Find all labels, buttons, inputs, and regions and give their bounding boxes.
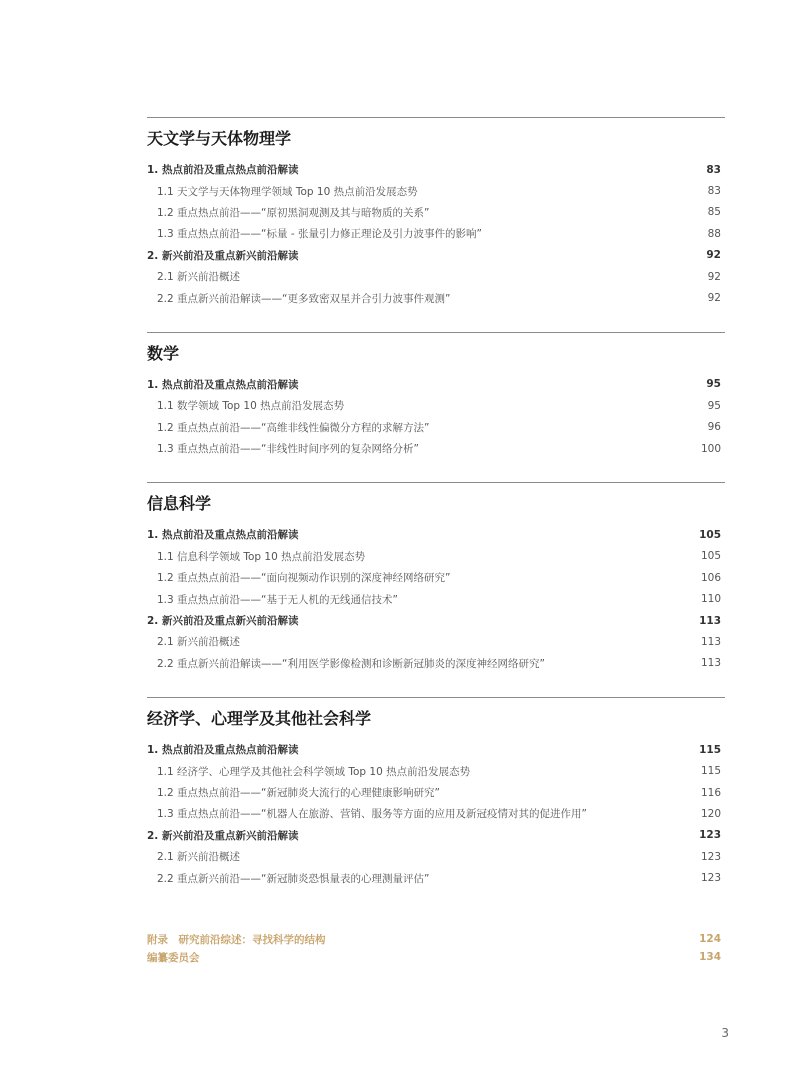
entry-text: 附录 研究前沿综述：寻找科学的结构 [147,933,326,946]
section-title: 经济学、心理学及其他社会科学 [147,709,372,729]
toc-subentry[interactable] [147,588,725,609]
entry-page-number: 88 [707,227,721,240]
toc-subentry[interactable] [147,567,725,588]
entry-text: 1.2 重点热点前沿——“新冠肺炎大流行的心理健康影响研究” [157,787,440,799]
entry-page-number: 115 [699,743,721,756]
entry-page-number: 92 [706,249,721,262]
entry-text: 2.1 新兴前沿概述 [157,851,241,864]
toc-subentry[interactable] [147,395,725,416]
toc-subentry[interactable] [147,266,725,287]
entry-page-number: 115 [700,765,721,778]
entry-text: 2.1 新兴前沿概述 [157,271,241,284]
entry-text: 1.3 重点热点前沿——“机器人在旅游、营销、服务等方面的应用及新冠疫情对其的促进作用” [157,808,587,821]
entry-page-number: 113 [699,614,721,627]
toc-chapter-entry[interactable] [147,825,725,846]
entry-text: 1.2 重点热点前沿——“面向视频动作识别的深度神经网络研究” [157,572,451,585]
entry-text: 1. 热点前沿及重点热点前沿解读 [147,164,299,177]
entry-text: 1.2 重点热点前沿——“高维非线性偏微分方程的求解方法” [157,421,430,434]
toc-subentry[interactable] [147,803,725,824]
entry-page-number: 113 [700,657,721,670]
entry-page-number: 96 [707,421,721,434]
entry-text: 1.1 数学领域 Top 10 热点前沿发展态势 [157,400,345,413]
toc-chapter-entry[interactable] [147,159,725,180]
entry-text: 1.3 重点热点前沿——“标量 - 张量引力修正理论及引力波事件的影响” [157,228,482,241]
entry-page-number: 83 [706,163,721,176]
entry-text: 1. 热点前沿及重点热点前沿解读 [147,529,299,542]
entry-page-number: 123 [700,850,721,863]
entry-text: 1.1 经济学、心理学及其他社会科学领域 Top 10 热点前沿发展态势 [157,765,471,778]
entry-page-number: 95 [706,378,721,391]
entry-page-number: 92 [707,292,721,305]
appendix-entry[interactable] [147,948,725,966]
toc-subentry[interactable] [147,287,725,308]
toc-subentry[interactable] [147,438,725,459]
entry-page-number: 120 [700,807,721,820]
toc-subentry[interactable] [147,653,725,674]
section-title: 数学 [147,343,180,363]
section-title: 信息科学 [147,494,212,514]
toc-section [147,482,725,674]
entry-text: 2.2 重点新兴前沿解读——“更多致密双星并合引力波事件观测” [157,292,451,305]
appendix-entry[interactable] [147,930,725,948]
entry-text: 1.2 重点热点前沿——“原初黑洞观测及其与暗物质的关系” [157,206,430,219]
table-of-contents [147,117,725,912]
entry-text: 2.2 重点新兴前沿解读——“利用医学影像检测和诊断新冠肺炎的深度神经网络研究” [157,657,545,670]
toc-section [147,332,725,460]
entry-page-number: 110 [700,593,721,606]
toc-subentry[interactable] [147,846,725,867]
entry-page-number: 116 [700,786,721,799]
entry-page-number: 123 [700,872,721,885]
entry-page-number: 95 [707,399,721,412]
appendix-list [147,930,725,966]
entry-text: 1.1 天文学与天体物理学领域 Top 10 热点前沿发展态势 [157,185,418,198]
toc-subentry[interactable] [147,202,725,223]
entry-text: 编纂委员会 [147,951,200,964]
entry-page-number: 105 [700,550,721,563]
section-title: 天文学与天体物理学 [147,129,292,148]
entry-page-number: 83 [707,185,721,198]
entry-text: 1. 热点前沿及重点热点前沿解读 [147,378,299,391]
entry-page-number: 134 [699,951,721,963]
entry-page-number: 105 [699,528,721,541]
entry-page-number: 123 [699,829,721,842]
toc-subentry[interactable] [147,223,725,244]
toc-section [147,697,725,889]
page-number: 3 [721,1026,729,1040]
entry-page-number: 124 [699,933,721,945]
toc-subentry[interactable] [147,760,725,781]
entry-text: 2. 新兴前沿及重点新兴前沿解读 [147,249,299,262]
toc-subentry[interactable] [147,546,725,567]
entry-text: 2.2 重点新兴前沿——“新冠肺炎恐惧量表的心理测量评估” [157,872,430,885]
entry-text: 1.3 重点热点前沿——“非线性时间序列的复杂网络分析” [157,443,419,456]
entry-text: 1.1 信息科学领域 Top 10 热点前沿发展态势 [157,550,366,563]
entry-text: 1.3 重点热点前沿——“基于无人机的无线通信技术” [157,593,398,606]
toc-subentry[interactable] [147,867,725,888]
entry-page-number: 100 [700,442,721,455]
entry-page-number: 106 [700,571,721,584]
entry-page-number: 85 [707,206,721,219]
toc-subentry[interactable] [147,417,725,438]
entry-page-number: 92 [707,270,721,283]
toc-chapter-entry[interactable] [147,245,725,266]
entry-text: 2. 新兴前沿及重点新兴前沿解读 [147,829,299,842]
toc-subentry[interactable] [147,631,725,652]
toc-chapter-entry[interactable] [147,610,725,631]
toc-chapter-entry[interactable] [147,374,725,395]
entry-page-number: 113 [700,635,721,648]
toc-chapter-entry[interactable] [147,524,725,545]
entry-text: 2.1 新兴前沿概述 [157,636,241,649]
toc-chapter-entry[interactable] [147,739,725,760]
entry-text: 1. 热点前沿及重点热点前沿解读 [147,744,299,757]
toc-subentry[interactable] [147,782,725,803]
toc-subentry[interactable] [147,180,725,201]
toc-section [147,117,725,309]
entry-text: 2. 新兴前沿及重点新兴前沿解读 [147,615,299,628]
